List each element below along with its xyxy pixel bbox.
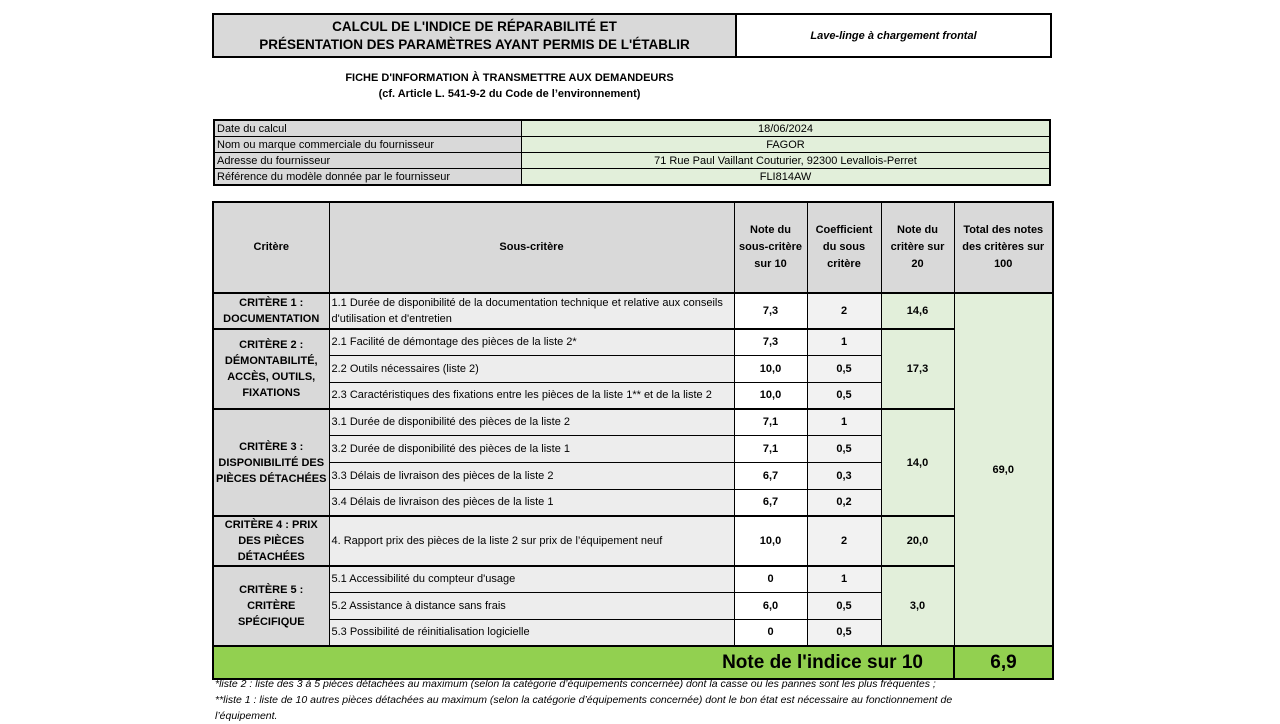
total-score: 69,0 bbox=[954, 293, 1053, 646]
footnotes bbox=[215, 676, 1015, 724]
sub-criterion: 2.3 Caractéristiques des fixations entre les pièces de la liste 1** et de la liste 2 bbox=[329, 382, 734, 409]
product-type: Lave-linge à chargement frontal bbox=[737, 15, 1050, 56]
sub-note: 10,0 bbox=[734, 355, 807, 382]
document-header bbox=[212, 13, 1052, 58]
header-coef: Coefficient du sous critère bbox=[807, 202, 881, 293]
info-row bbox=[214, 153, 1050, 169]
info-label: Référence du modèle donnée par le fournisseur bbox=[214, 169, 522, 186]
sub-note: 7,3 bbox=[734, 293, 807, 329]
table-row bbox=[213, 566, 1053, 592]
footnote-list-2: *liste 2 : liste des 3 à 5 pièces détachées au maximum (selon la catégorie d’équipements concernée) dont la casse ou les pannes sont les plus fréquentes ; bbox=[215, 678, 936, 690]
header-sous-critere: Sous-critère bbox=[329, 202, 734, 293]
sub-note: 0 bbox=[734, 619, 807, 646]
sub-coef: 1 bbox=[807, 566, 881, 592]
sub-note: 7,1 bbox=[734, 435, 807, 462]
criterion-score: 14,0 bbox=[881, 409, 954, 516]
sub-criterion: 5.2 Assistance à distance sans frais bbox=[329, 592, 734, 619]
header-note10: Note du sous-critère sur 10 bbox=[734, 202, 807, 293]
sub-criterion: 4. Rapport prix des pièces de la liste 2 sur prix de l’équipement neuf bbox=[329, 516, 734, 566]
info-value: 71 Rue Paul Vaillant Couturier, 92300 Levallois-Perret bbox=[522, 153, 1051, 169]
sub-criterion: 3.4 Délais de livraison des pièces de la liste 1 bbox=[329, 489, 734, 516]
info-row bbox=[214, 137, 1050, 153]
sub-note: 6,0 bbox=[734, 592, 807, 619]
info-row bbox=[214, 120, 1050, 137]
sub-criterion: 5.1 Accessibilité du compteur d'usage bbox=[329, 566, 734, 592]
criterion-name: CRITÈRE 1 : DOCUMENTATION bbox=[213, 293, 329, 329]
sub-note: 6,7 bbox=[734, 462, 807, 489]
sub-note: 7,1 bbox=[734, 409, 807, 435]
sub-coef: 0,2 bbox=[807, 489, 881, 516]
sub-note: 6,7 bbox=[734, 489, 807, 516]
sub-coef: 2 bbox=[807, 293, 881, 329]
header-critere: Critère bbox=[213, 202, 329, 293]
sub-criterion: 3.2 Durée de disponibilité des pièces de la liste 1 bbox=[329, 435, 734, 462]
subtitle-line-1: FICHE D'INFORMATION À TRANSMETTRE AUX DEMANDEURS bbox=[345, 72, 674, 84]
sub-coef: 0,5 bbox=[807, 619, 881, 646]
sub-note: 7,3 bbox=[734, 329, 807, 355]
header-note20: Note du critère sur 20 bbox=[881, 202, 954, 293]
sub-criterion: 5.3 Possibilité de réinitialisation logicielle bbox=[329, 619, 734, 646]
supplier-info-table bbox=[213, 119, 1051, 186]
header-total: Total des notes des critères sur 100 bbox=[954, 202, 1053, 293]
sub-coef: 0,3 bbox=[807, 462, 881, 489]
sub-criterion: 3.1 Durée de disponibilité des pièces de la liste 2 bbox=[329, 409, 734, 435]
sub-coef: 0,5 bbox=[807, 382, 881, 409]
criterion-name: CRITÈRE 3 : DISPONIBILITÉ DES PIÈCES DÉTACHÉES bbox=[213, 409, 329, 516]
info-label: Adresse du fournisseur bbox=[214, 153, 522, 169]
sub-note: 0 bbox=[734, 566, 807, 592]
sub-coef: 1 bbox=[807, 329, 881, 355]
sub-criterion: 2.2 Outils nécessaires (liste 2) bbox=[329, 355, 734, 382]
info-label: Nom ou marque commerciale du fournisseur bbox=[214, 137, 522, 153]
info-value: FLI814AW bbox=[522, 169, 1051, 186]
footnote-list-1-continued: l’équipement. bbox=[215, 710, 278, 722]
info-label: Date du calcul bbox=[214, 120, 522, 137]
criterion-score: 14,6 bbox=[881, 293, 954, 329]
sub-coef: 0,5 bbox=[807, 355, 881, 382]
sub-coef: 2 bbox=[807, 516, 881, 566]
table-row bbox=[213, 409, 1053, 435]
info-row bbox=[214, 169, 1050, 186]
sub-criterion: 3.3 Délais de livraison des pièces de la liste 2 bbox=[329, 462, 734, 489]
repairability-table bbox=[212, 201, 1054, 680]
criterion-name: CRITÈRE 4 : PRIX DES PIÈCES DÉTACHÉES bbox=[213, 516, 329, 566]
sub-note: 10,0 bbox=[734, 516, 807, 566]
sub-coef: 1 bbox=[807, 409, 881, 435]
table-row bbox=[213, 293, 1053, 329]
subtitle-line-2: (cf. Article L. 541-9-2 du Code de l’environnement) bbox=[378, 88, 641, 100]
table-row bbox=[213, 329, 1053, 355]
criterion-score: 3,0 bbox=[881, 566, 954, 646]
sub-criterion: 2.1 Facilité de démontage des pièces de la liste 2* bbox=[329, 329, 734, 355]
info-value: 18/06/2024 bbox=[522, 120, 1051, 137]
title-line-2: PRÉSENTATION DES PARAMÈTRES AYANT PERMIS DE L'ÉTABLIR bbox=[259, 36, 690, 52]
header-title bbox=[214, 15, 737, 56]
criterion-name: CRITÈRE 5 : CRITÈRE SPÉCIFIQUE bbox=[213, 566, 329, 646]
info-value: FAGOR bbox=[522, 137, 1051, 153]
final-score-label: Note de l'indice sur 10 bbox=[213, 646, 954, 679]
sub-note: 10,0 bbox=[734, 382, 807, 409]
sub-criterion: 1.1 Durée de disponibilité de la documentation technique et relative aux conseils d'utilisation et d'entretien bbox=[329, 293, 734, 329]
table-row bbox=[213, 516, 1053, 566]
final-score-row bbox=[213, 646, 1053, 679]
table-header-row bbox=[213, 202, 1053, 293]
sub-coef: 0,5 bbox=[807, 435, 881, 462]
final-score-value: 6,9 bbox=[954, 646, 1053, 679]
criterion-score: 20,0 bbox=[881, 516, 954, 566]
criterion-score: 17,3 bbox=[881, 329, 954, 409]
title-line-1: CALCUL DE L'INDICE DE RÉPARABILITÉ ET bbox=[332, 18, 617, 34]
footnote-list-1: **liste 1 : liste de 10 autres pièces détachées au maximum (selon la catégorie d’équipements concernée) dont le bon état est nécessaire au fonctionnement de bbox=[215, 694, 953, 706]
sub-coef: 0,5 bbox=[807, 592, 881, 619]
criterion-name: CRITÈRE 2 : DÉMONTABILITÉ, ACCÈS, OUTILS, FIXATIONS bbox=[213, 329, 329, 409]
